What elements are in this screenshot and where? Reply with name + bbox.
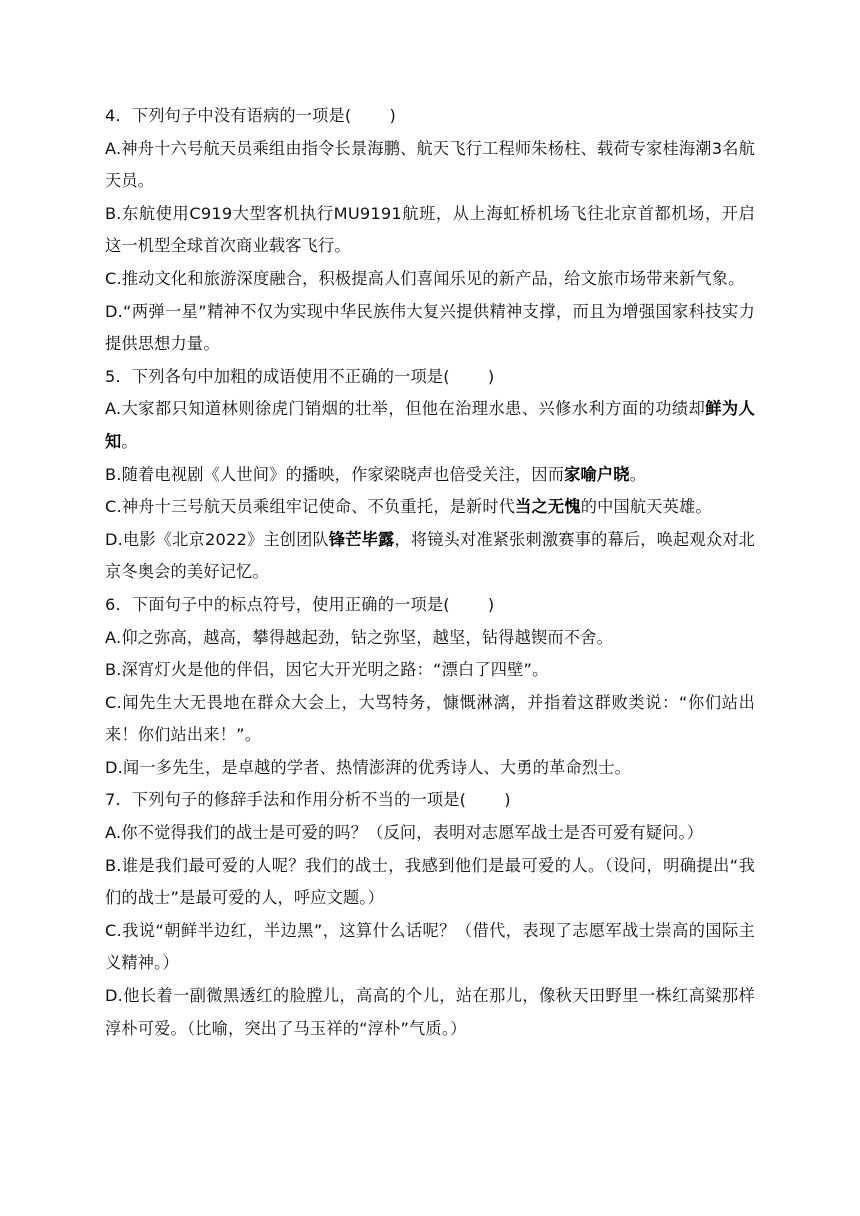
question-5-option-c [105,491,755,524]
question-7-option-a: A.你不觉得我们的战士是可爱的吗？（反问，表明对志愿军战士是否可爱有疑问。） [105,823,704,843]
bold-idiom: 当之无愧 [515,497,581,517]
question-5-option-d [105,524,755,589]
question-7 [105,784,755,1045]
question-4 [105,100,755,361]
question-7-stem: 7．下列句子的修辞手法和作用分析不当的一项是( ) [105,790,511,810]
question-5-option-b [105,459,755,492]
option-text: C.神舟十三号航天员乘组牢记使命、不负重托，是新时代 [105,497,516,517]
question-7-option-d: D.他长着一副微黑透红的脸膛儿，高高的个儿，站在那儿，像秋天田野里一株红高粱那样淳朴可爱。（比喻，突出了马玉祥的“淳朴”气质。） [105,986,755,1038]
question-list [105,100,755,1045]
question-4-option-a: A.神舟十六号航天员乘组由指令长景海鹏、航天飞行工程师朱杨柱、载荷专家桂海潮3名航天员。 [105,138,755,191]
option-text: D.电影《北京2022》主创团队 [105,529,329,549]
question-4-option-c: C.推动文化和旅游深度融合，积极提高人们喜闻乐见的新产品，给文旅市场带来新气象。 [105,268,745,288]
question-6-option-b: B.深宵灯火是他的伴侣，因它大开光明之路：“漂白了四壁”。 [105,660,549,680]
question-4-stem: 4．下列句子中没有语病的一项是( ) [105,106,397,125]
question-4-option-d: D.“两弹一星”精神不仅为实现中华民族伟大复兴提供精神支撑，而且为增强国家科技实力提供思想力量。 [105,301,755,354]
option-text: B.随着电视剧《人世间》的播映，作家梁晓声也倍受关注，因而 [105,464,565,484]
question-7-option-b: B.谁是我们最可爱的人呢？我们的战士，我感到他们是最可爱的人。（设问，明确提出“我们的战士”是最可爱的人，呼应文题。） [105,855,755,908]
question-5-option-a [105,393,755,458]
question-6 [105,589,755,785]
option-text: A.大家都只知道林则徐虎门销烟的壮举，但他在治理水患、兴修水利方面的功绩却 [105,399,706,419]
question-6-option-c: C.闻先生大无畏地在群众大会上，大骂特务，慷慨淋漓，并指着这群败类说：“你们站出来！你们站出来！”。 [105,692,755,745]
question-4-option-b: B.东航使用C919大型客机执行MU9191航班，从上海虹桥机场飞往北京首都机场，开启这一机型全球首次商业载客飞行。 [105,203,755,256]
bold-idiom: 家喻户晓 [564,464,630,484]
bold-idiom: 锋芒毕露 [328,529,395,549]
question-5 [105,361,755,589]
question-6-stem: 6．下面句子中的标点符号，使用正确的一项是( ) [105,594,495,614]
option-text: 。 [629,464,647,484]
question-7-option-c: C.我说“朝鲜半边红，半边黑”，这算什么话呢？（借代，表现了志愿军战士崇高的国际主义精神。） [105,920,755,973]
option-text: 。 [121,431,138,451]
bold-idiom: 鲜为人知 [105,399,755,451]
question-5-stem: 5．下列各句中加粗的成语使用不正确的一项是( ) [105,366,495,386]
option-text: ，将镜头对准紧张刺激赛事的幕后，唤起观众对北京冬奥会的美好记忆。 [105,529,755,582]
option-text: 的中国航天英雄。 [580,497,712,517]
question-6-option-d: D.闻一多先生，是卓越的学者、热情澎湃的优秀诗人、大勇的革命烈士。 [105,757,632,777]
question-6-option-a: A.仰之弥高，越高，攀得越起劲，钻之弥坚，越坚，钻得越锲而不舍。 [105,627,613,647]
